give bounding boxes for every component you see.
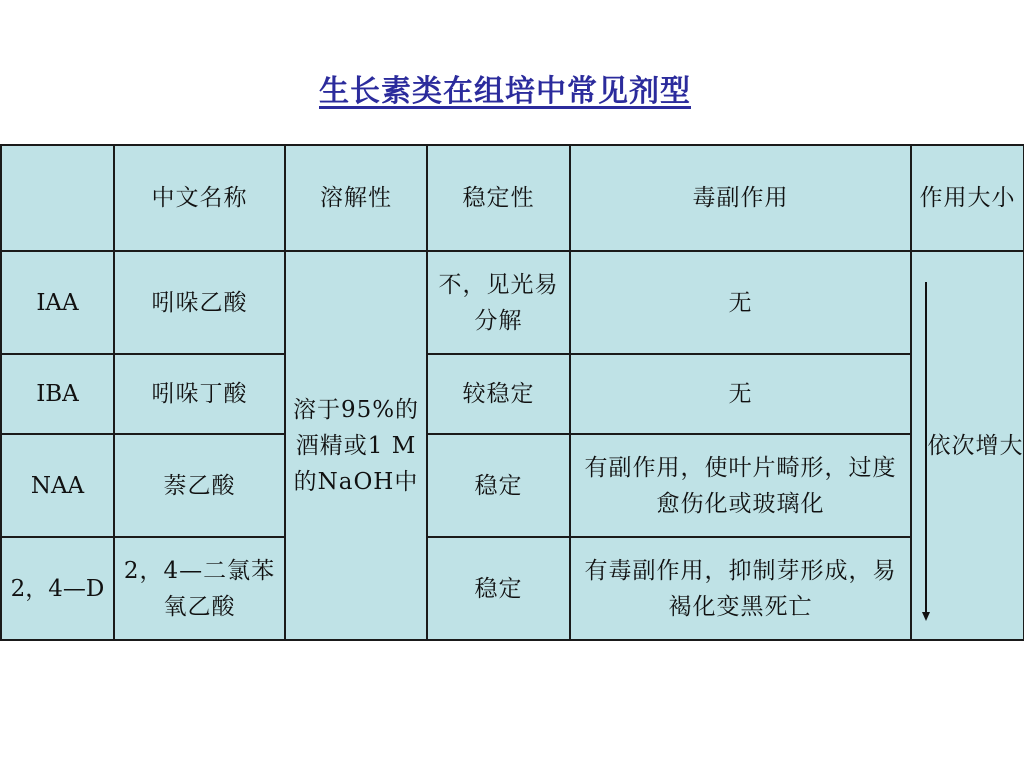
header-cell-stability: 稳定性	[427, 145, 570, 251]
name-cell: 吲哚乙酸	[114, 251, 285, 354]
header-cell-effect-size: 作用大小	[911, 145, 1024, 251]
solubility-cell: 溶于95%的酒精或1 M的NaOH中	[285, 251, 427, 640]
side-effect-cell: 有副作用，使叶片畸形，过度愈伤化或玻璃化	[570, 434, 911, 537]
auxin-table	[0, 144, 1024, 641]
side-effect-cell: 有毒副作用，抑制芽形成，易褐化变黑死亡	[570, 537, 911, 640]
table-row	[1, 354, 1024, 434]
name-cell: 萘乙酸	[114, 434, 285, 537]
abbr-cell: IBA	[1, 354, 114, 434]
side-effect-cell: 无	[570, 354, 911, 434]
table-row	[1, 251, 1024, 354]
header-cell-blank	[1, 145, 114, 251]
effect-size-label: 依次增大	[927, 432, 1024, 459]
header-cell-side-effect: 毒副作用	[570, 145, 911, 251]
abbr-cell: IAA	[1, 251, 114, 354]
side-effect-cell: 无	[570, 251, 911, 354]
header-cell-name: 中文名称	[114, 145, 285, 251]
abbr-cell: NAA	[1, 434, 114, 537]
page-title: 生长素类在组培中常见剂型	[319, 74, 691, 109]
abbr-cell: 2，4—D	[1, 537, 114, 640]
header-row	[1, 145, 1024, 251]
table-row	[1, 434, 1024, 537]
stability-cell: 稳定	[427, 434, 570, 537]
table-row	[1, 537, 1024, 640]
name-cell: 吲哚丁酸	[114, 354, 285, 434]
stability-cell: 不，见光易分解	[427, 251, 570, 354]
name-cell: 2，4—二氯苯氧乙酸	[114, 537, 285, 640]
stability-cell: 稳定	[427, 537, 570, 640]
stability-cell: 较稳定	[427, 354, 570, 434]
header-cell-solubility: 溶解性	[285, 145, 427, 251]
effect-size-cell	[911, 251, 1024, 640]
